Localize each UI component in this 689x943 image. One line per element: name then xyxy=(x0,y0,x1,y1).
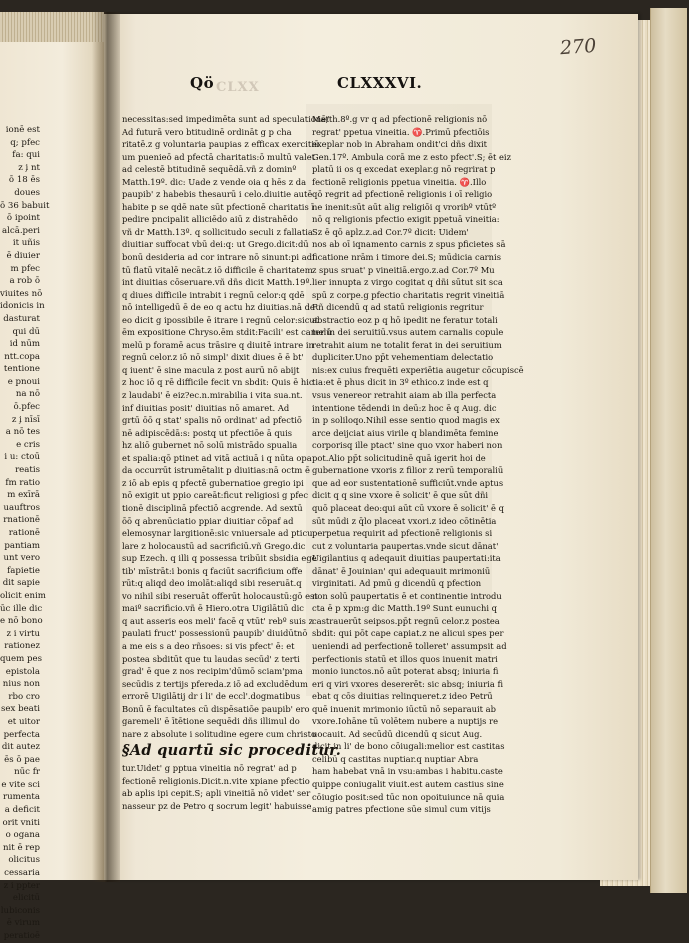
text-line: um puenieō ad pfectā charitatis:ō multū valet xyxy=(122,151,316,162)
text-line: pantiam xyxy=(4,540,40,551)
text-line: rnationē xyxy=(3,515,40,526)
text-column-left xyxy=(122,113,342,813)
text-line: tentione xyxy=(3,364,40,375)
text-line: paupib' z habebis thesaurū i celo.diuitie autē xyxy=(122,189,313,200)
text-line: dicit in li' de bono cōiugali:melior est castitas xyxy=(312,741,505,752)
text-line: cut z voluntaria paupertas.vnde sicut dānat' xyxy=(312,540,499,551)
text-line: id nūm xyxy=(9,339,40,350)
text-line: ne inenit:sūt aūt alig religiōi q vroribº vtūtº xyxy=(312,201,497,212)
text-line: dit sapie xyxy=(2,578,40,589)
text-line: e pnoui xyxy=(7,376,40,387)
text-line: ō ipoint xyxy=(6,213,40,224)
text-line: dānat' ē Jouinian' qui adequauit mrimoniū xyxy=(312,565,491,576)
text-line: olicit enim xyxy=(0,590,46,601)
text-line: tionē disciplinā pfectiō acgrende. Ad sextū xyxy=(122,502,303,513)
text-line: ōō q abrenūciatio ppiar diuitiar cōpaf ad xyxy=(122,515,294,526)
text-line: z i virtu xyxy=(6,628,40,639)
text-line: nare z absolute i solitudine egere cum christo xyxy=(122,728,317,739)
text-line: perpetua requirit ad pfectionē religionis si xyxy=(312,528,493,539)
text-line: a me eis s a deo rñsoes: si vis pfect' ē: et xyxy=(122,640,295,651)
text-line: unt vero xyxy=(3,553,40,564)
text-line: ō.pfec xyxy=(13,402,40,413)
running-head-left: Qö xyxy=(190,74,215,92)
text-line: quem pes xyxy=(0,653,42,664)
text-line: epistola xyxy=(5,666,40,677)
text-line: z laudabi' ē eiz?ec.n.mirabilia i vita sua.nt. xyxy=(122,390,303,401)
text-line: celibū q castitas nuptiar.q nuptiar Abra xyxy=(312,753,479,764)
text-line: spū z corpe.g pfectio charitatis regrit vineitiā xyxy=(312,289,505,300)
text-line: z spus sruat' p vineitiā.ergo.z.ad Cor.7º Mu xyxy=(312,264,495,275)
text-line: melū p foramē acus trāsire q diuitē intrare in xyxy=(122,339,314,350)
text-line: e cris xyxy=(16,439,40,450)
text-line: olicitus xyxy=(8,855,40,866)
text-line: a nō tes xyxy=(5,427,40,438)
text-line: a rob ō xyxy=(9,276,40,287)
text-line: intentione tēdendi in deū:z hoc ē q Aug. dic xyxy=(312,402,497,413)
text-line: rumenta xyxy=(3,792,40,803)
text-line: nis:ex cuius frequēti experiētia augetur cōcupiscē xyxy=(312,364,524,375)
text-line: virginitati. Ad pmū g dicendū q pfection xyxy=(312,578,482,589)
text-line: monio iunctos.nō aūt poterat absq; iniuria fi xyxy=(312,666,499,677)
text-line: ab aplis ipi cepit.S; apli vineitiā nō videt' ser xyxy=(122,788,311,799)
text-line: regnū celor.z iō nō simpl' dixit diues ē ē bt' xyxy=(122,352,304,363)
text-line: vñ dr Matth.13º. q sollicitudo seculi z fallatia xyxy=(122,226,313,237)
text-line: nō q religionis pfectio exigit ppetuā vineitia: xyxy=(312,214,500,225)
text-line: ēm expositione Chryso.ēm stdit:Facili' est camelū xyxy=(122,327,332,338)
text-line: nius non xyxy=(2,679,40,690)
text-line: orit vniti xyxy=(2,817,40,828)
text-line: cessaria xyxy=(4,868,40,879)
text-line: grtū ōō q stat' spalis nō ordinat' ad pfectiō xyxy=(122,415,302,426)
text-line: non solū paupertatis ē et continentie introdu xyxy=(312,590,502,601)
text-line: it uñis xyxy=(12,238,40,249)
text-line: qō regrit ad pfectionē religionis i oī religio xyxy=(312,189,493,200)
text-line: int diuitias cōseruare.vñ dñs dicit Matth.19º. xyxy=(122,277,313,288)
text-line: perfecta xyxy=(3,729,40,740)
text-line: ntt.copa xyxy=(4,351,40,362)
text-line: dit autez xyxy=(1,742,40,753)
text-line: nos ab oī iqnamento carnis z spus pficietes sā xyxy=(312,239,506,250)
text-line: vo nihil sibi reseruāt offerūt holocaustū:gō est xyxy=(122,590,318,601)
binding-board xyxy=(650,8,687,893)
text-line: amig patres pfectione sūe simul cum vitijs xyxy=(312,804,491,815)
text-line: diuitiar suffocat vbū dei:q: ut Grego.dicit:dū xyxy=(122,239,309,250)
text-line: dicit q q sine vxore ē solicit' ē que sūt dñi xyxy=(312,490,489,501)
text-line: tur.Uidet' g pptua vineitia nō regrat' ad p xyxy=(122,763,297,774)
text-line: in p soliloqo.Nihil esse sentio quod magis ex xyxy=(312,415,500,426)
text-line: ō 36 babuit xyxy=(0,200,50,211)
text-line: gubernatione vxoris z filior z rerū temporaliū xyxy=(312,465,504,476)
text-line: nē adipiscēdā:s: postq ut pfectiōe ā quis xyxy=(122,427,293,438)
text-line: exeplar nob in Abraham ondit'ci dñs dixit xyxy=(312,139,487,150)
text-line: na nō xyxy=(15,389,40,400)
facing-page-left xyxy=(0,12,104,941)
text-line: Matth.8º.g vr q ad pfectionē religionis nō xyxy=(312,114,488,124)
text-line: q aut asseris eos meli' facē q vtūt' rebº suis z xyxy=(122,615,313,626)
text-line: perfectionis statū et illos quos inuenit matri xyxy=(312,653,498,664)
text-line: elicitū xyxy=(12,893,40,904)
text-line: nō exigit ut ppio careāt:ficut religiosi g pfec xyxy=(122,490,309,501)
text-line: quippe coniugalit viuit.est autem castius sine xyxy=(312,778,504,789)
text-line: que ad eor sustentationē sufficiūt.vnde aptus xyxy=(312,477,504,488)
text-line: dupliciter.Uno pp̄t vehementiam delectatio xyxy=(312,352,494,363)
left-page-text-fragments xyxy=(0,124,50,943)
text-line: castrauerūt seipsos.pp̄t regnū celor.z postea xyxy=(312,615,500,626)
text-line: postea sbditūt que tu laudas secūd' z terti xyxy=(122,653,300,664)
text-line: m exīrā xyxy=(7,490,40,501)
handwritten-folio-number: 270 xyxy=(559,34,597,60)
text-line: lubiconis xyxy=(0,905,40,916)
text-line: a deficit xyxy=(4,805,40,816)
text-line: reatis xyxy=(15,465,40,476)
text-line: grad' ē que z nos recipim'dūmō sciam'pma xyxy=(122,666,303,677)
text-line: sup Ezech. q illi q possessa tribūit sbsidia ege xyxy=(122,553,317,564)
text-line: Ad futurā vero btitudinē ordināt g p cha xyxy=(122,126,292,137)
text-line: quō placeat deo:qui aūt cū vxore ē solicit' ē q xyxy=(312,502,504,513)
text-line: eo dicit g ipossibile ē itrare i regnū celor:sicut xyxy=(122,314,319,325)
text-line: et uitor xyxy=(7,716,40,727)
text-line: fa: qui xyxy=(12,150,40,161)
text-line: Sz ē qō aplz.z.ad Cor.7º dicit: Uidem' xyxy=(312,226,469,237)
running-head-right: CLXXXVI. xyxy=(337,74,423,92)
text-line: ficatione nrām i timore dei.S; mūdicia carnis xyxy=(312,252,501,263)
text-line: q; pfec xyxy=(10,137,40,148)
text-line: q diues difficile intrabit i regnū celor:q qdē xyxy=(122,289,305,300)
text-line: regrat' ppetua vineitia. ♈.Primū pfectiōis xyxy=(312,126,490,137)
text-line: nasseur pz de Petro q socrum legit' habuisse xyxy=(122,800,312,811)
text-line: doues xyxy=(14,187,40,198)
text-line: ad celestē btitudinē sequēdā.vñ z dominº xyxy=(122,164,297,175)
show-through-running-head: CLXX xyxy=(216,80,260,95)
text-line: hz aliō gubernet nō solū mistrādo spualia xyxy=(122,440,298,451)
text-line: dasturat xyxy=(3,313,40,324)
text-line: sūt mūdi z q̄lo placeat vxori.z ideo cōtinētia xyxy=(312,515,497,526)
text-line: ter in dei seruitiū.vsus autem carnalis copule xyxy=(312,327,504,338)
text-line: vsus venereor retrahit aiam ab illa perfecta xyxy=(312,390,497,401)
text-line: ionē est xyxy=(5,125,40,135)
text-line: z hoc iō q rē difficile fecit vn sbdit: Quis ē hic xyxy=(122,377,314,388)
text-line: ham habebat vnā in vsu:ambas i habitu.caste xyxy=(312,766,503,777)
text-line: rationē xyxy=(8,528,40,538)
text-line: peratioē xyxy=(3,931,40,941)
text-line: viuites nō xyxy=(0,288,43,299)
text-line: ō 18 ēs xyxy=(8,175,40,186)
text-line: cta ē p xpm:g dic Matth.19º Sunt eunuchi q xyxy=(312,603,498,614)
text-line: quē inuenit mrimonio iūctū nō separauit ab xyxy=(312,703,496,714)
text-line: qui dū xyxy=(12,326,40,337)
text-line: sex beati xyxy=(1,704,40,715)
text-line: ebat q cōs diuitias relinqueret.z ideo Petrū xyxy=(312,691,493,702)
text-line: Matth.19º. dic: Uade z vende oia q hēs z da xyxy=(122,176,307,187)
text-line: ūc ille dic xyxy=(0,603,43,614)
text-line: o ogana xyxy=(5,830,40,841)
text-line: Bonū ē facultates cū dispēsatiōe paupib' ero xyxy=(122,703,310,714)
text-line: pedire pncipalit alliciēdo aiū z distrahēdo xyxy=(122,214,298,225)
text-line: bonū desideria ad cor intrare nō sinunt:pi adi xyxy=(122,252,315,263)
text-line: Rñ dicendū q ad statū religionis regritur xyxy=(312,302,484,313)
text-column-right xyxy=(312,113,524,816)
text-line: pot.Alio pp̄t solicitudinē quā igerit hoi de xyxy=(312,452,486,463)
text-line: z i̧ nt xyxy=(18,162,40,173)
text-line: rbo cro xyxy=(8,691,40,702)
text-line: lare z holocaustū ad sacrificiū.vñ Grego.dic xyxy=(122,540,306,551)
text-line: cōiugio posit:sed tūc non opoituiunce nā quia xyxy=(312,791,505,802)
text-line: eri q viri vxores desererēt: sic absq; iniuria fi xyxy=(312,678,504,689)
left-page-top-edge xyxy=(0,12,104,42)
gutter-shadow xyxy=(92,12,120,882)
text-line: tib' mīstrāt:i bonis q faciūt sacrificium offe xyxy=(122,565,303,576)
text-line: alcā.peri xyxy=(2,225,40,236)
text-line: arce deijciat aius virile q blandimēta femine xyxy=(312,427,499,438)
text-line: lier innupta z virgo cogitat q dñi sūtut sit sca xyxy=(312,277,503,288)
text-line: retrahit aium ne totalit ferat in dei seruitium xyxy=(312,339,502,350)
text-line: garemeli' ē ītētione sequēdi dñs illimul do xyxy=(122,716,300,727)
text-line: Gen.17º. Ambula corā me z esto pfect'.S; ēt eiz xyxy=(312,151,511,162)
text-line: idonicis in xyxy=(0,301,45,312)
text-line: rationez xyxy=(4,641,40,652)
text-line: sbdit: qui pōt cape capiat.z ne alicui spes per xyxy=(312,628,504,639)
text-line: uocauit. Ad secūdū dicendū q sicut Aug. xyxy=(312,728,483,739)
text-line: Uigilantius q adeqauit diuitias paupertati:ita xyxy=(312,553,501,564)
text-line: corporisq ille ptact' sine quo vxor haberi non xyxy=(312,440,503,451)
text-line: maiº sacrificio.vñ ē Hiero.otra Uigilātiū dic xyxy=(122,603,304,614)
text-line: elemosynar largitionē:sic vniuersale ad pticu xyxy=(122,528,313,539)
text-line: errorē Uigilātij dr i li' de eccl'.dogmatibus xyxy=(122,691,301,702)
text-line: e vite sci xyxy=(1,779,40,790)
text-line: habite p se qdē nate sūt pfectionē charitatis ī xyxy=(122,201,315,212)
text-line: da occurrūt istrumētalit p diuitias:nā octm ē xyxy=(122,465,310,476)
text-line: z i̧ nīsī xyxy=(11,414,40,425)
text-line: uauftros xyxy=(3,502,40,513)
text-line: fectionē religionis ppetua vineitia. ♈.Illo xyxy=(312,176,487,187)
text-line: rūt:q aliqd deo imolāt:aliqd sibi reseruāt.q xyxy=(122,578,302,589)
text-line: fapietie xyxy=(7,565,40,576)
text-line: inf diuitias posit' diuitias nō amaret. Ad xyxy=(122,402,290,413)
text-line: ē diuier xyxy=(6,250,40,261)
text-line: secūdis z tertijs pfereda.z iō ad excludēdum xyxy=(122,678,308,689)
text-line: i u: ctoū xyxy=(4,452,40,463)
text-line: vxore.Iohāne tū volētem nubere a nuptijs re xyxy=(312,716,499,727)
text-line: necessitas:sed impedimēta sunt ad speculationē/ xyxy=(122,114,329,124)
text-line: abstractio eoz p q hō ipedit ne feratur totali xyxy=(312,314,498,325)
text-line: q iuent' ē sine macula z post aurū nō abijt xyxy=(122,364,300,375)
text-line: ē virum xyxy=(6,918,40,929)
text-line: z i ppter xyxy=(3,880,40,891)
text-line: platū ii os q excedat exeplar.g nō regrirat p xyxy=(312,164,496,175)
text-line: ritatē.z g voluntaria paupias z efficax exercitiū xyxy=(122,139,320,150)
text-line: e nō bono xyxy=(0,616,43,627)
text-line: tia:et ē phus dicit in 3º ethico.z inde est q xyxy=(312,377,489,388)
text-line: nō intelligedū ē de eo q actu hz diuitias.nā de xyxy=(122,302,315,313)
text-line: paulati fruct' possessionū paupib' diuidūtnō xyxy=(122,628,308,639)
text-line: ueniendi ad perfectionē tolleret' assumpsit ad xyxy=(312,640,507,651)
text-line: nit ē rep xyxy=(3,842,40,853)
text-line: fectionē religionis.Dicit.n.vite xpiane pfectio xyxy=(122,775,310,786)
section-heading-ad-quartum: §Ad quartū sic proceditur. xyxy=(122,742,342,760)
text-line: m pfec xyxy=(10,263,40,274)
text-line: et spalia:qō ptinet ad vitā actiuā i q nūta opa xyxy=(122,452,312,463)
text-line: fm ratio xyxy=(5,477,40,488)
text-line: tū flatū vitalē necāt.z iō difficile ē charitatem xyxy=(122,264,313,275)
text-line: ēs ō pae xyxy=(4,754,40,765)
text-line: z iō ab epis q pfectē gubernatioe gregio ipi xyxy=(122,477,304,488)
text-line: nūc fr xyxy=(14,767,40,778)
